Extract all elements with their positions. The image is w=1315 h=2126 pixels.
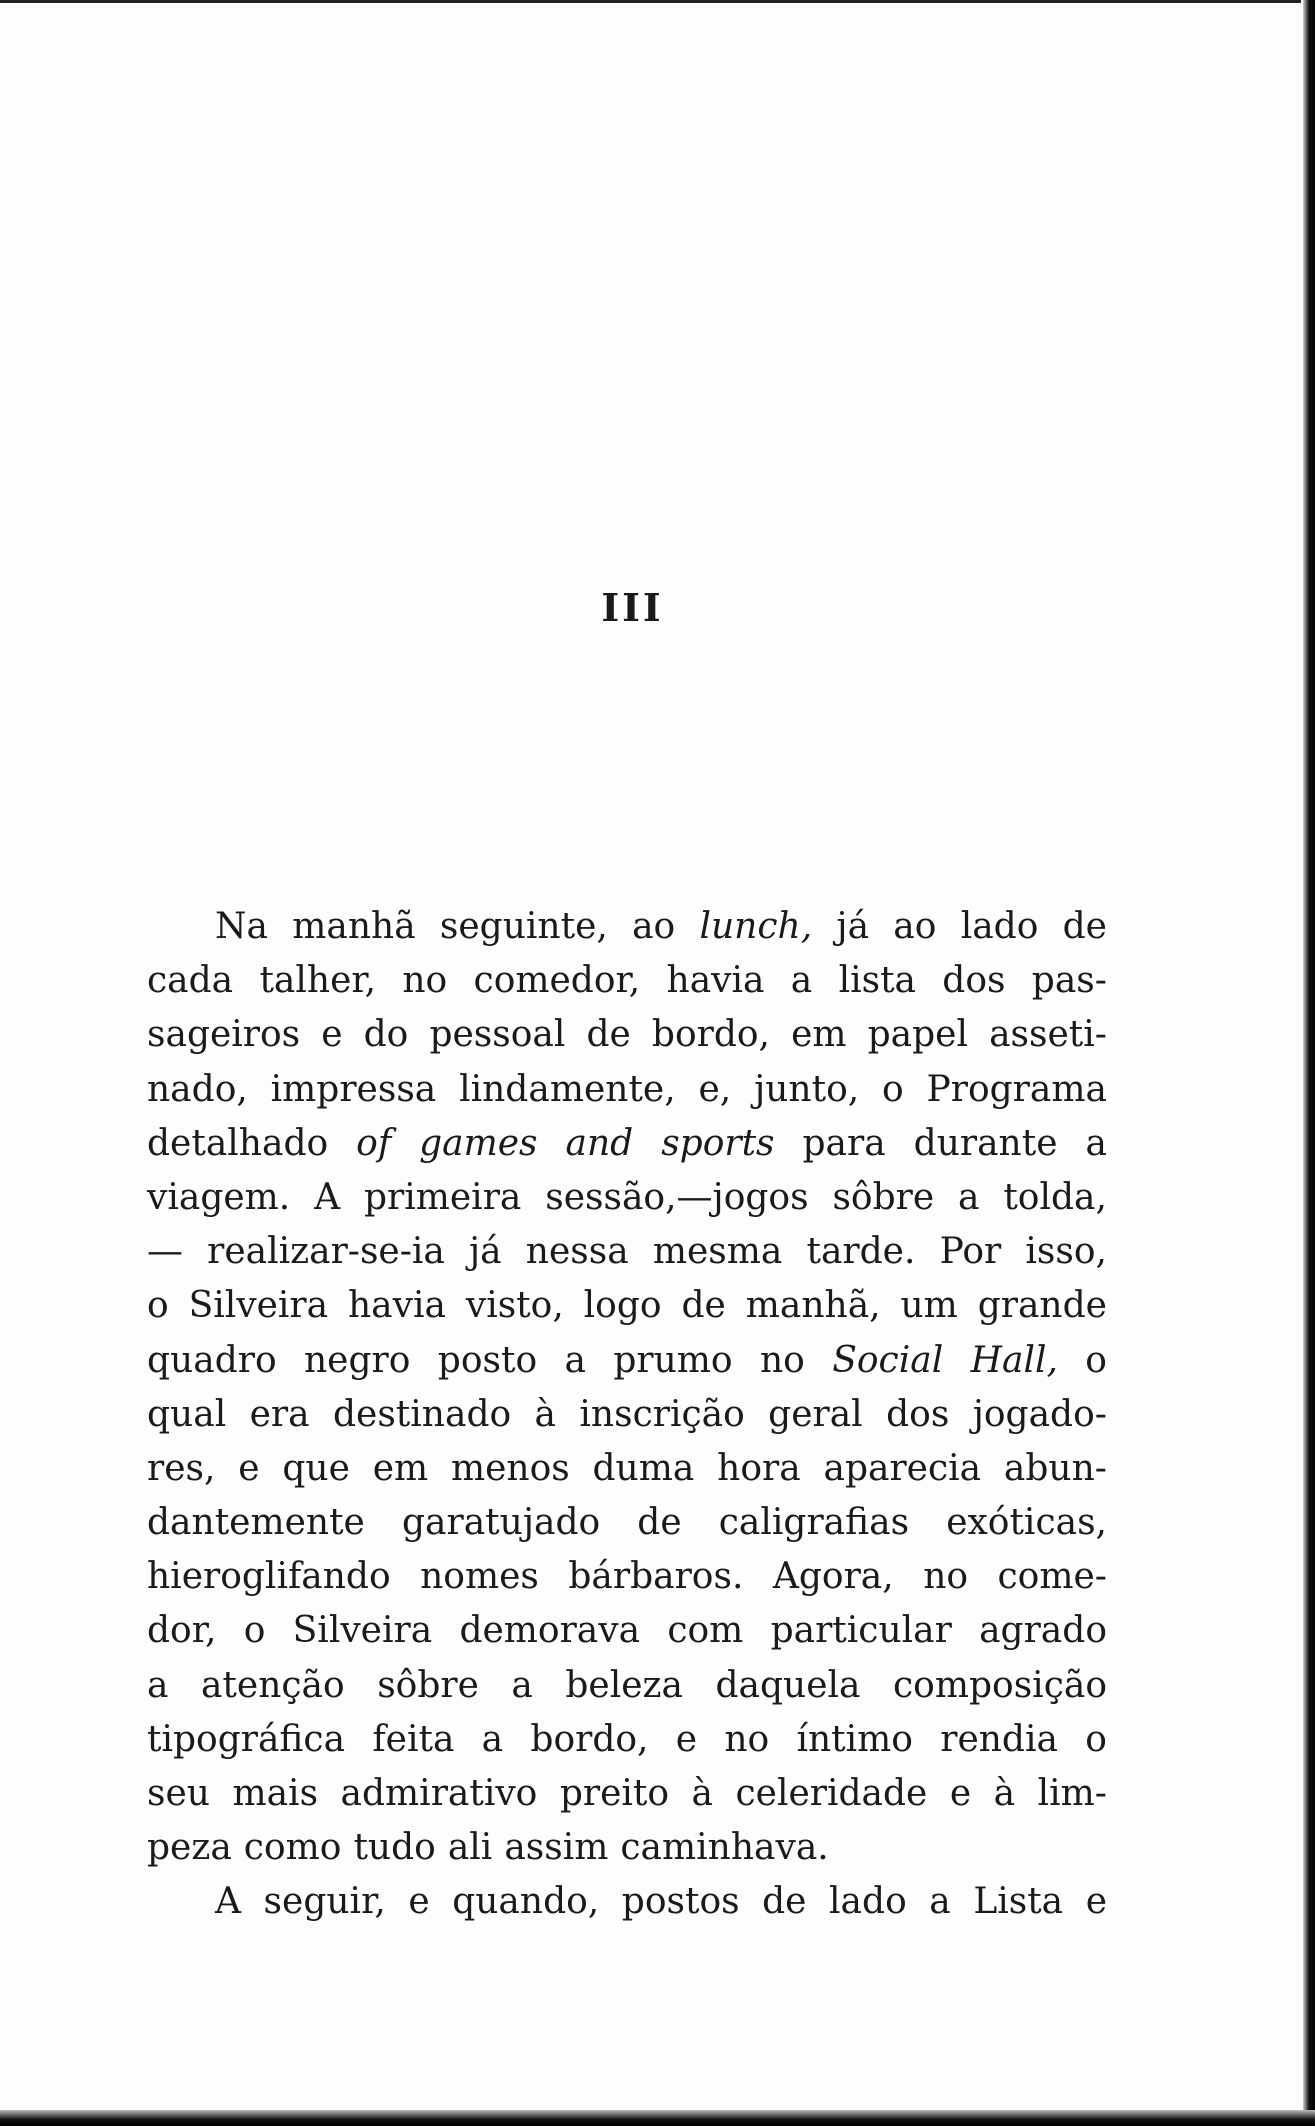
word: inscrição: [579, 1393, 745, 1435]
word: composição: [893, 1664, 1107, 1706]
word: ao: [893, 906, 937, 947]
word: games: [419, 1122, 538, 1164]
word: particular: [770, 1610, 952, 1652]
word: preito: [559, 1773, 670, 1814]
text-line: [147, 1279, 1107, 1333]
text-line: [147, 1063, 1107, 1117]
word: admirativo: [340, 1773, 538, 1814]
word: a: [958, 1176, 980, 1218]
word: pessoal: [429, 1014, 566, 1056]
word: manhã: [292, 906, 416, 947]
word: dor,: [147, 1610, 217, 1652]
word: Social: [832, 1339, 944, 1381]
word: bárbaros.: [568, 1556, 744, 1598]
word: o: [882, 1068, 904, 1110]
word: e: [675, 1718, 698, 1760]
word: quadro: [147, 1339, 277, 1381]
word: caligrafias: [718, 1502, 910, 1544]
word: no: [724, 1718, 770, 1760]
word: sôbre: [832, 1176, 935, 1218]
word: do: [363, 1014, 409, 1056]
word: grande: [977, 1285, 1107, 1327]
word: lista: [838, 960, 916, 1002]
word: and: [565, 1122, 634, 1164]
word: impressa: [270, 1068, 437, 1110]
word: viagem.: [147, 1176, 291, 1218]
word: daquela: [715, 1664, 861, 1706]
word: beleza: [565, 1664, 683, 1706]
text-line: [147, 1008, 1107, 1062]
word: um: [900, 1285, 958, 1327]
word: a: [564, 1339, 586, 1381]
word: visto,: [465, 1285, 564, 1327]
word: bordo,: [530, 1718, 649, 1760]
word: detalhado: [147, 1122, 329, 1164]
word: Hall,: [970, 1339, 1058, 1381]
word: bordo,: [651, 1014, 770, 1056]
word: geral: [768, 1393, 863, 1435]
text-line: [147, 1550, 1107, 1604]
word: havia: [666, 960, 765, 1002]
word: de: [586, 1014, 631, 1056]
word: sageiros: [147, 1014, 301, 1056]
text-line: [147, 900, 1107, 954]
word: duma: [592, 1447, 695, 1489]
word: mais: [232, 1773, 319, 1814]
text-line: [147, 1713, 1107, 1767]
word: abun-: [1003, 1447, 1107, 1489]
word: e: [238, 1447, 260, 1489]
word: e: [408, 1881, 430, 1923]
word: em: [372, 1447, 429, 1489]
word: come-: [997, 1556, 1107, 1598]
word: era: [249, 1393, 310, 1435]
word: lindamente,: [459, 1068, 676, 1110]
word: ali: [447, 1827, 493, 1869]
word: qual: [147, 1393, 227, 1435]
word: e: [949, 1773, 972, 1814]
word: menos: [450, 1447, 570, 1489]
text-line: [147, 1875, 1107, 1929]
chapter-number: III: [601, 585, 664, 630]
word: destinado: [332, 1393, 512, 1435]
word: havia: [348, 1285, 446, 1327]
word: e: [1085, 1881, 1107, 1923]
word: A: [215, 1881, 241, 1923]
word: assim: [504, 1827, 609, 1869]
text-line: [147, 1117, 1107, 1171]
word: realizar-se-ia: [207, 1231, 445, 1273]
word: a: [1085, 1122, 1107, 1164]
page-top-edge: [0, 0, 1301, 3]
word: a: [481, 1718, 504, 1760]
text-line: [147, 954, 1107, 1008]
word: rendia: [940, 1718, 1058, 1760]
word: aparecia: [823, 1447, 982, 1489]
text-line: [147, 1659, 1107, 1713]
word: ao: [632, 906, 676, 947]
word: res,: [147, 1447, 216, 1489]
word: quando,: [452, 1881, 600, 1923]
text-line: [147, 1388, 1107, 1442]
word: tudo: [353, 1827, 436, 1869]
word: logo: [583, 1285, 662, 1327]
word: a: [790, 960, 813, 1002]
word: tipográfica: [147, 1718, 346, 1760]
word: à: [534, 1393, 557, 1435]
word: jogado-: [972, 1393, 1107, 1435]
word: sessão,—jogos: [545, 1176, 809, 1218]
word: Programa: [926, 1068, 1107, 1110]
word: no: [759, 1339, 805, 1381]
word: prumo: [613, 1339, 733, 1381]
word: exóticas,: [946, 1502, 1107, 1544]
word: íntimo: [796, 1718, 913, 1760]
word: a: [929, 1881, 951, 1923]
word: asseti-: [989, 1014, 1107, 1056]
word: seguinte,: [439, 906, 608, 947]
word: de: [762, 1881, 807, 1923]
word: a: [147, 1664, 169, 1706]
text-line: [147, 1171, 1107, 1225]
word: que: [282, 1447, 350, 1489]
word: sports: [661, 1122, 775, 1164]
word: de: [637, 1502, 682, 1544]
word: e,: [698, 1068, 732, 1110]
word: Agora,: [772, 1556, 894, 1598]
word: postos: [621, 1881, 740, 1923]
word: e: [321, 1014, 343, 1056]
word: garatujado: [401, 1502, 601, 1544]
word: para: [802, 1122, 886, 1164]
page-bottom-edge: [0, 2110, 1315, 2126]
word: o: [147, 1285, 169, 1327]
word: a: [511, 1664, 533, 1706]
word: lim-: [1037, 1773, 1107, 1814]
word: tarde.: [806, 1231, 916, 1273]
word: lunch,: [699, 906, 813, 947]
word: dos: [942, 960, 1006, 1002]
word: como: [243, 1827, 342, 1869]
word: hieroglifando: [147, 1556, 391, 1598]
word: durante: [913, 1122, 1058, 1164]
body-text: [147, 900, 1107, 1930]
word: o: [1085, 1339, 1107, 1381]
word: dos: [886, 1393, 950, 1435]
word: caminhava.: [620, 1827, 829, 1869]
word: lado: [829, 1881, 907, 1923]
word: negro: [304, 1339, 411, 1381]
text-line: [147, 1225, 1107, 1279]
word: à: [993, 1773, 1016, 1814]
text-line: [147, 1334, 1107, 1388]
word: com: [667, 1610, 744, 1652]
word: o: [1085, 1718, 1107, 1760]
word: cada: [147, 960, 234, 1002]
word: dantemente: [147, 1502, 365, 1544]
word: Na: [215, 906, 268, 947]
word: o: [243, 1610, 266, 1652]
word: junto,: [754, 1068, 860, 1110]
word: nessa: [525, 1231, 629, 1273]
word: peza: [147, 1827, 232, 1869]
text-line: [147, 1767, 1107, 1821]
word: pas-: [1031, 960, 1107, 1002]
word: seguir,: [263, 1881, 386, 1923]
word: nado,: [147, 1068, 248, 1110]
word: em: [791, 1014, 847, 1056]
word: mesma: [652, 1231, 783, 1273]
word: posto: [437, 1339, 538, 1381]
word: seu: [147, 1773, 210, 1814]
word: manhã,: [745, 1285, 881, 1327]
word: of: [356, 1122, 392, 1164]
word: já: [836, 906, 870, 947]
word: hora: [717, 1447, 801, 1489]
word: papel: [867, 1014, 968, 1056]
word: no: [402, 960, 448, 1002]
word: demorava: [459, 1610, 641, 1652]
text-line: [147, 1604, 1107, 1658]
word: tolda,: [1003, 1176, 1107, 1218]
word: Silveira: [188, 1285, 329, 1327]
word: Lista: [973, 1881, 1064, 1923]
word: à: [691, 1773, 714, 1814]
word: feita: [372, 1718, 455, 1760]
word: de: [681, 1285, 726, 1327]
word: agrado: [979, 1610, 1107, 1652]
word: talher,: [259, 960, 377, 1002]
word: lado: [960, 906, 1039, 947]
word: de: [1062, 906, 1107, 947]
word: isso,: [1025, 1231, 1107, 1273]
word: Por: [939, 1231, 1002, 1273]
word: —: [147, 1231, 183, 1273]
text-line: [147, 1496, 1107, 1550]
text-line: [147, 1821, 1107, 1875]
word: celeridade: [735, 1773, 928, 1814]
word: comedor,: [473, 960, 641, 1002]
page-right-edge: [1303, 0, 1315, 2126]
word: no: [923, 1556, 969, 1598]
word: nomes: [420, 1556, 539, 1598]
word: A: [314, 1176, 341, 1218]
word: Silveira: [292, 1610, 433, 1652]
word: atenção: [200, 1664, 345, 1706]
word: já: [469, 1231, 502, 1273]
word: primeira: [363, 1176, 522, 1218]
word: sôbre: [377, 1664, 479, 1706]
text-line: [147, 1442, 1107, 1496]
